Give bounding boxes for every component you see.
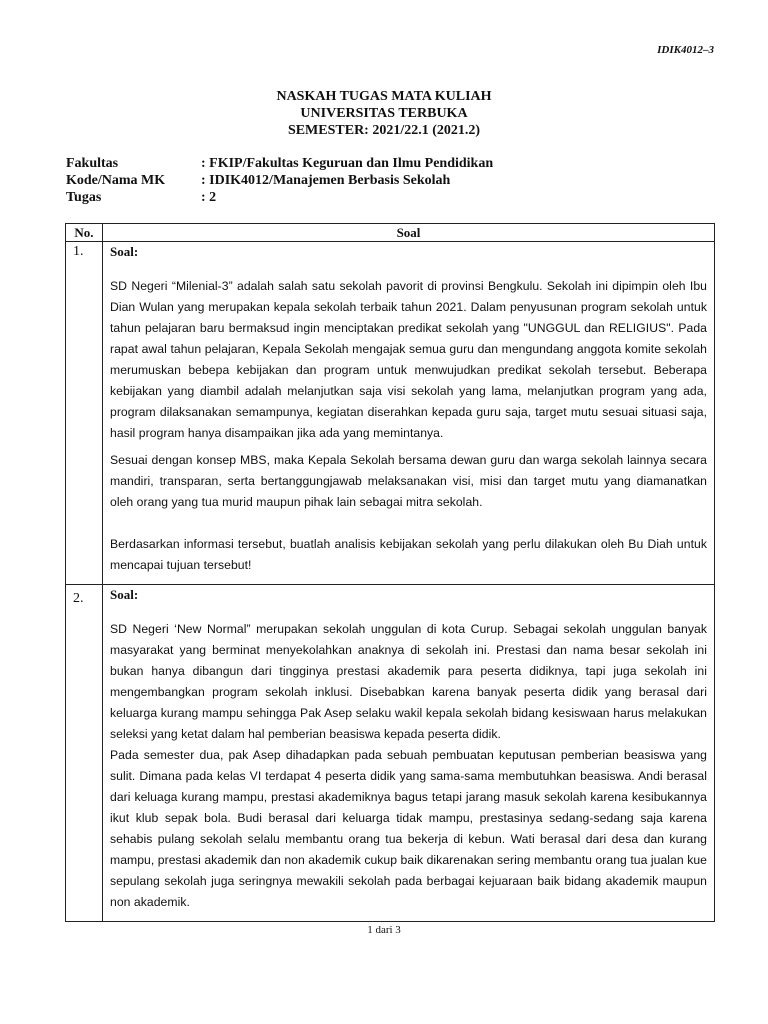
meta-row-tugas — [66, 189, 493, 206]
document-title — [0, 88, 768, 139]
soal-label: Soal: — [110, 244, 139, 259]
table-row — [66, 585, 715, 922]
kode-value: : IDIK4012/Manajemen Berbasis Sekolah — [201, 173, 451, 188]
question-paragraph: Sesuai dengan konsep MBS, maka Kepala Sekolah bersama dewan guru dan warga sekolah lainnya secara mandiri, transparan, serta bertanggungjawab melaksanakan visi, misi dan target mutu yang diamanatkan oleh orang yang tua murid maupun pihak lain sebagai mitra sekolah. — [110, 453, 707, 509]
document-code: IDIK4012–3 — [657, 44, 714, 56]
question-table — [65, 223, 715, 922]
question-number: 2. — [66, 585, 103, 922]
question-number: 1. — [66, 242, 103, 585]
question-paragraph: SD Negeri “Milenial-3” adalah salah satu sekolah pavorit di provinsi Bengkulu. Sekolah ini dipimpin oleh Ibu Dian Wulan yang merupakan kepala sekolah terbaik tahun 2021. Dalam penyusunan program sekolah untuk tahun pelajaran baru bermaksud ingin menciptakan predikat sekolah yang "UNGGUL dan RELIGIUS". Pada rapat awal tahun pelajaran, Kepala Sekolah mengajak semua guru dan mengundang anggota komite sekolah merumuskan bebepa kebijakan dan program untuk menwujudkan predikat sekolah tersebut. Beberapa kebijakan yang diambil adalah melanjutkan saja visi sekolah yang lama, melanjutkan program yang ada, program dilaksanakan semampunya, kegiatan diserahkan kepada guru saja, target mutu sesuai situasi saja, hasil program hanya disampaikan jika ada yang memintanya. — [110, 279, 707, 440]
title-line-2: UNIVERSITAS TERBUKA — [300, 106, 468, 121]
column-header-no: No. — [66, 224, 103, 242]
fakultas-label: Fakultas — [66, 156, 119, 171]
column-header-soal: Soal — [103, 224, 715, 242]
tugas-label: Tugas — [66, 190, 102, 205]
kode-label: Kode/Nama MK — [66, 173, 166, 188]
soal-label: Soal: — [110, 587, 139, 602]
question-paragraph: Pada semester dua, pak Asep dihadapkan pada sebuah pembuatan keputusan pemberian beasiswa yang sulit. Dimana pada kelas VI terdapat 4 peserta didik yang sama-sama membutuhkan beasiswa. Andi berasal dari keluaga kurang mampu, prestasi akademiknya bagus tetapi jarang masuk sekolah karena kesibukannya ikut klub sepak bola. Budi berasal dari keluarga tidak mampu, prestasinya sedang-sedang saja karena sehabis pulang sekolah selalu membantu orang tua bekerja di kebun. Wati berasal dari desa dan kurang mampu, prestasi akademik dan non akademik cukup baik dikarenakan sering membantu orang tua jualan kue sepulang sekolah juga seringnya mewakili sekolah pada berbagai kejuaraan baik bidang akademik maupun non akademik. — [110, 748, 707, 909]
page-number: 1 dari 3 — [367, 924, 401, 936]
question-paragraph: SD Negeri ‘New Normal” merupakan sekolah unggulan di kota Curup. Sebagai sekolah unggulan banyak masyarakat yang berminat menyekolahkan anaknya di sekolah ini. Prestasi dan nama besar sekolah ini bukan hanya dibangun dari tingginya prestasi akademik para peserta didiknya, tapi juga sekolah ini mengembangkan program sekolah inklusi. Disebabkan karena banyak peserta didik yang berasal dari keluarga kurang mampu sehingga Pak Asep selaku wakil kepala sekolah bidang kesiswaan harus melakukan seleksi yang ketat dalam hal pemberian beasiswa kepada peserta didik. — [110, 622, 707, 741]
table-row — [66, 242, 715, 585]
title-line-1: NASKAH TUGAS MATA KULIAH — [276, 89, 492, 104]
course-meta — [66, 155, 493, 206]
meta-row-fakultas — [66, 155, 493, 172]
question-paragraph: Berdasarkan informasi tersebut, buatlah analisis kebijakan sekolah yang perlu dilakukan oleh Bu Diah untuk mencapai tujuan tersebut! — [110, 537, 707, 572]
question-body — [103, 585, 715, 922]
title-line-3: SEMESTER: 2021/22.1 (2021.2) — [287, 123, 481, 138]
question-body — [103, 242, 715, 585]
tugas-value: : 2 — [201, 190, 217, 205]
fakultas-value: : FKIP/Fakultas Keguruan dan Ilmu Pendidikan — [201, 156, 494, 171]
meta-row-kode — [66, 172, 493, 189]
table-header-row — [66, 224, 715, 242]
